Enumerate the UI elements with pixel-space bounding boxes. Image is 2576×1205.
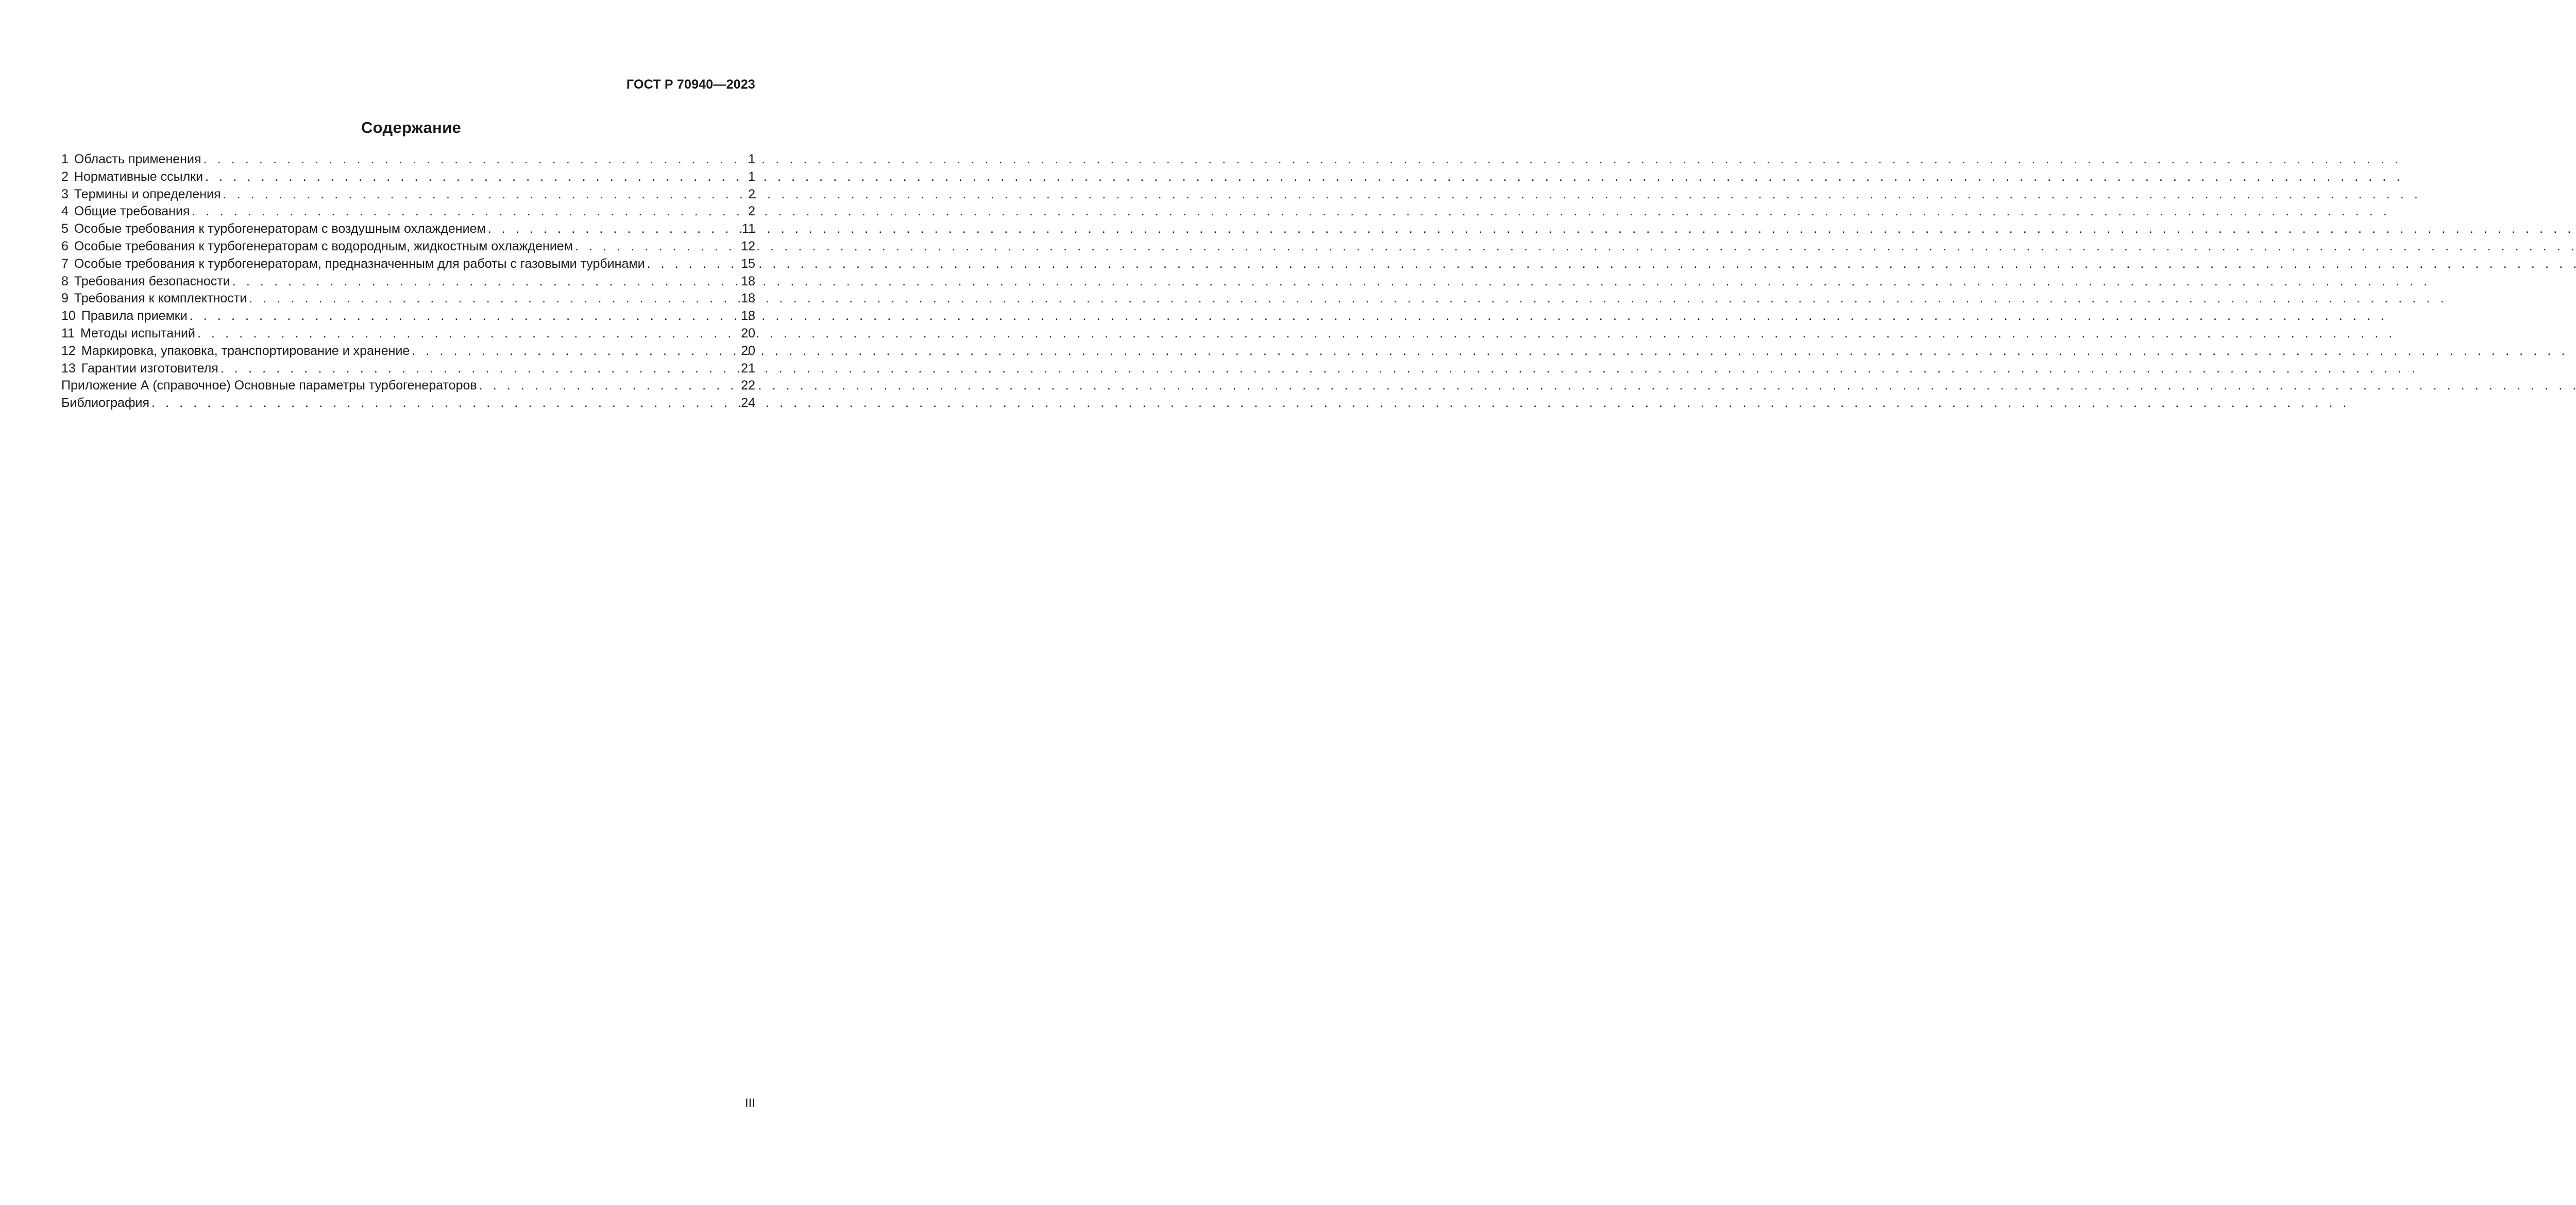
toc-entry-title: Общие требования — [74, 204, 190, 219]
toc-leader-dots — [575, 238, 740, 256]
toc-entry[interactable] — [61, 151, 755, 168]
toc-entry-title: Требования безопасности — [74, 274, 230, 288]
toc-entry-number: 6 — [61, 239, 69, 253]
toc-entry-title: Маркировка, упаковка, транспортирование и хранение — [81, 343, 410, 358]
toc-leader-dots — [190, 308, 740, 325]
toc-entry[interactable] — [61, 325, 755, 343]
toc-entry[interactable] — [61, 203, 755, 220]
toc-entry[interactable] — [61, 360, 755, 378]
toc-entry[interactable] — [61, 238, 755, 256]
toc-leader-dots — [232, 273, 740, 291]
toc-entry-page: 18 — [741, 309, 755, 324]
toc-entry-title: Правила приемки — [81, 309, 188, 324]
toc-entry-title: Особые требования к турбогенераторам с воздушным охлаждением — [74, 222, 486, 236]
toc-leader-dots — [192, 203, 747, 220]
toc-entry-page: 20 — [741, 326, 755, 341]
toc-leader-dots — [205, 168, 747, 186]
toc-entry-title: Библиография — [61, 396, 150, 411]
toc-leader-dots — [203, 151, 747, 168]
toc-entry-number: 8 — [61, 274, 69, 288]
toc-leader-dots — [223, 186, 748, 203]
toc-entry-number: 13 — [61, 361, 76, 376]
toc-entry-page: 2 — [748, 186, 755, 201]
toc-entry[interactable] — [61, 308, 755, 325]
document-page — [0, 0, 852, 1205]
toc-entry-number: 7 — [61, 256, 69, 271]
toc-leader-dots — [221, 360, 740, 378]
toc-leader-dots — [197, 325, 740, 343]
page-number: III — [744, 1096, 755, 1110]
toc-entry-number: 11 — [61, 326, 75, 341]
toc-entry-page: 22 — [741, 378, 755, 393]
toc-entry-title: Требования к комплектности — [74, 291, 247, 306]
toc-leader-dots — [151, 395, 740, 412]
toc-entry[interactable] — [61, 290, 755, 308]
toc-entry-title: Термины и определения — [74, 186, 221, 201]
toc-entry[interactable] — [61, 186, 755, 203]
toc-entry-number: 12 — [61, 343, 76, 358]
toc-leader-dots — [412, 343, 740, 360]
toc-entry-page: 20 — [741, 343, 755, 358]
toc-entry-number: 9 — [61, 291, 69, 306]
toc-entry-page: 12 — [741, 239, 755, 253]
toc-leader-dots — [479, 377, 740, 395]
toc-entry-title: Приложение А (справочное) Основные параметры турбогенераторов — [61, 378, 477, 393]
toc-leader-dots — [647, 256, 740, 273]
toc-entry-number: 5 — [61, 222, 69, 236]
toc-leader-dots — [488, 220, 741, 238]
toc-entry-title: Методы испытаний — [80, 326, 195, 341]
toc-entry-page: 18 — [741, 274, 755, 288]
toc-entry-number: 10 — [61, 309, 76, 324]
toc-entry-page: 2 — [748, 204, 755, 219]
toc-entry-page: 1 — [748, 152, 755, 166]
toc-entry-title: Особые требования к турбогенераторам с водородным, жидкостным охлаждением — [74, 239, 573, 253]
toc-entry-page: 24 — [741, 396, 755, 411]
toc-entry-number: 1 — [61, 152, 69, 166]
toc-entry-page: 18 — [741, 291, 755, 306]
toc-entry-page: 15 — [741, 256, 755, 271]
toc-entry[interactable] — [61, 220, 755, 238]
document-code: ГОСТ Р 70940—2023 — [626, 77, 755, 92]
toc-entry[interactable] — [61, 395, 755, 412]
toc-entry[interactable] — [61, 343, 755, 360]
toc-entry-number: 2 — [61, 169, 69, 184]
toc-entry[interactable] — [61, 168, 755, 186]
toc-entry[interactable] — [61, 377, 755, 395]
toc-entry[interactable] — [61, 256, 755, 273]
toc-entry-title: Особые требования к турбогенераторам, предназначенным для работы с газовыми турбинами — [74, 256, 645, 271]
toc-entry[interactable] — [61, 273, 755, 291]
toc-entry-number: 3 — [61, 186, 69, 201]
toc-title: Содержание — [361, 118, 461, 137]
table-of-contents — [61, 151, 755, 412]
toc-leader-dots — [249, 290, 740, 308]
toc-entry-title: Гарантии изготовителя — [81, 361, 218, 376]
toc-entry-number: 4 — [61, 204, 69, 219]
toc-entry-page: 1 — [748, 169, 755, 184]
toc-entry-title: Область применения — [74, 152, 201, 166]
toc-entry-page: 11 — [742, 222, 755, 236]
toc-entry-title: Нормативные ссылки — [74, 169, 204, 184]
toc-entry-page: 21 — [741, 361, 755, 376]
